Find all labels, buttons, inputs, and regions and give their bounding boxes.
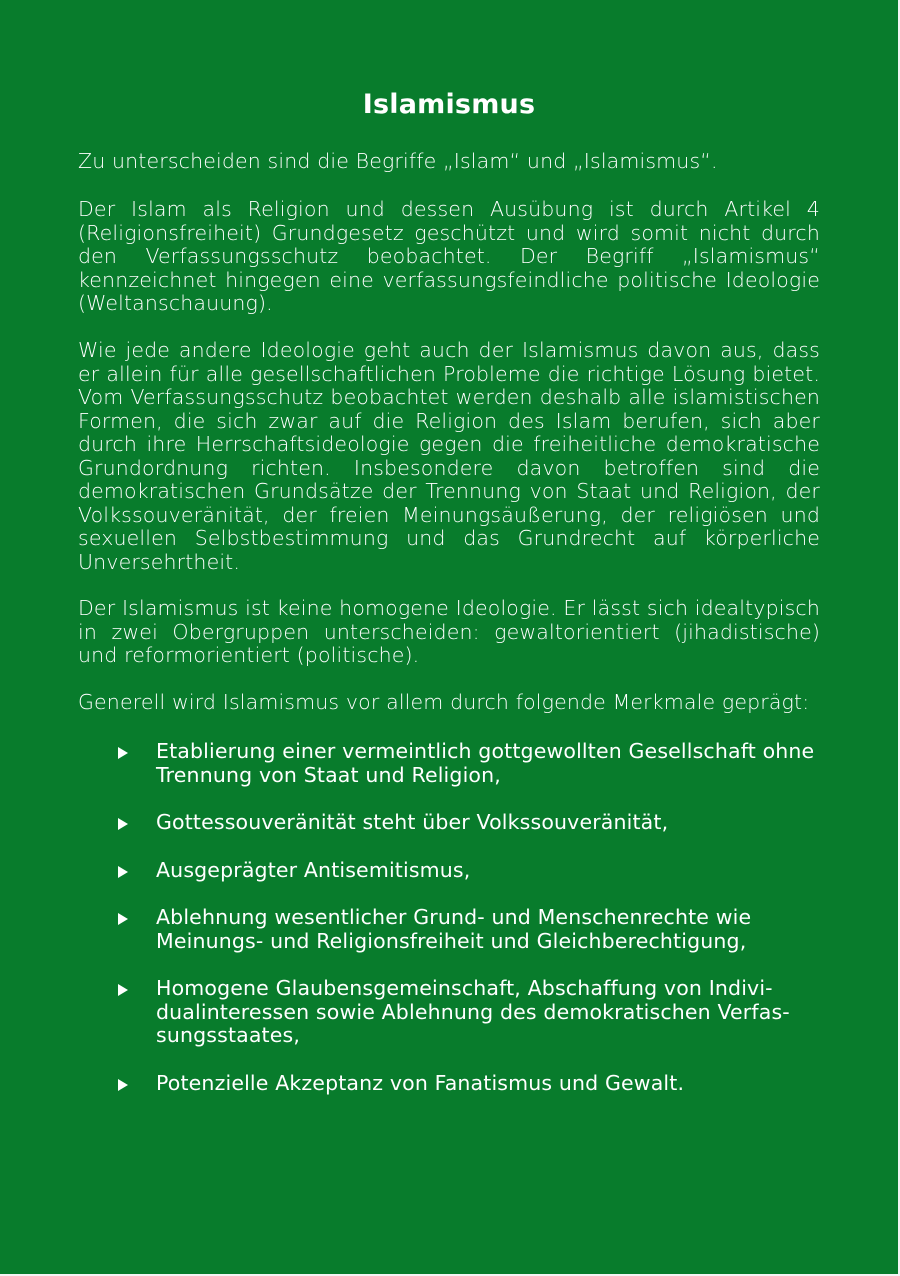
- list-item-text: Etablierung einer vermeintlich gottgewollten Gesellschaft ohne Trennung von Staat und Religion,: [156, 739, 815, 787]
- list-item-text: Potenzielle Akzeptanz von Fanatismus und Gewalt.: [156, 1070, 685, 1095]
- paragraph-features-intro: Generell wird Islamismus vor allem durch folgende Merkmale geprägt:: [78, 690, 810, 714]
- intro-paragraph: Zu unterscheiden sind die Begriffe „Islam“ und „Islamismus“.: [78, 149, 718, 173]
- bullet-triangle-icon: [118, 984, 128, 996]
- features-list: [118, 740, 820, 1119]
- bullet-triangle-icon: [118, 866, 128, 878]
- list-item-text: Homogene Glaubensgemeinschaft, Abschaffung von Indivi-dualinteressen sowie Ablehnung des demokratischen Verfas-sungsstaates,: [156, 976, 790, 1047]
- paragraph-groups: Der Islamismus ist keine homogene Ideologie. Er lässt sich idealtypisch in zwei Obergruppen unterscheiden: gewaltorientiert (jihadistische) und reformorientiert (politische).: [78, 596, 820, 667]
- paragraph-ideology-description: Wie jede andere Ideologie geht auch der Islamismus davon aus, dass er allein für alle gesellschaftlichen Probleme die richtige Lösung bietet. Vom Verfassungsschutz beobachtet werden deshalb alle islamistischen Formen, die sich zwar auf die Religion des Islam berufen, sich aber durch ihre Herrschaftsideologie gegen die freiheitliche demokratische Grundordnung richten. Insbesondere davon betroffen sind die demokratischen Grundsätze der Trennung von Staat und Religion, der Volkssouveränität, der freien Meinungsäußerung, der religiösen und sexuellen Selbstbestimmung und das Grundrecht auf körperliche Unversehrtheit.: [78, 338, 820, 574]
- bullet-triangle-icon: [118, 818, 128, 830]
- list-item-text: Gottessouveränität steht über Volkssouveränität,: [156, 810, 669, 834]
- list-item: [118, 1072, 820, 1096]
- bullet-triangle-icon: [118, 913, 128, 925]
- paragraph-religion-definition: Der Islam als Religion und dessen Ausübung ist durch Artikel 4 (Religionsfreiheit) Grundgesetz geschützt und wird somit nicht durch den Verfassungsschutz beobachtet. Der Begriff „Islamismus“ kennzeichnet hingegen eine verfassungsfeindliche politische Ideologie (Weltanschauung).: [78, 197, 820, 315]
- list-item: [118, 811, 820, 835]
- list-item: [118, 740, 820, 787]
- list-item-text: Ausgeprägter Antisemitismus,: [156, 857, 471, 882]
- list-item: [118, 859, 820, 883]
- list-item-text: Ablehnung wesentlicher Grund- und Menschenrechte wie Meinungs- und Religionsfreiheit und Gleichberechtigung,: [156, 905, 752, 953]
- bullet-triangle-icon: [118, 1079, 128, 1091]
- list-item: [118, 906, 820, 953]
- list-item: [118, 977, 820, 1048]
- bullet-triangle-icon: [118, 747, 128, 759]
- page-title: Islamismus: [362, 89, 536, 121]
